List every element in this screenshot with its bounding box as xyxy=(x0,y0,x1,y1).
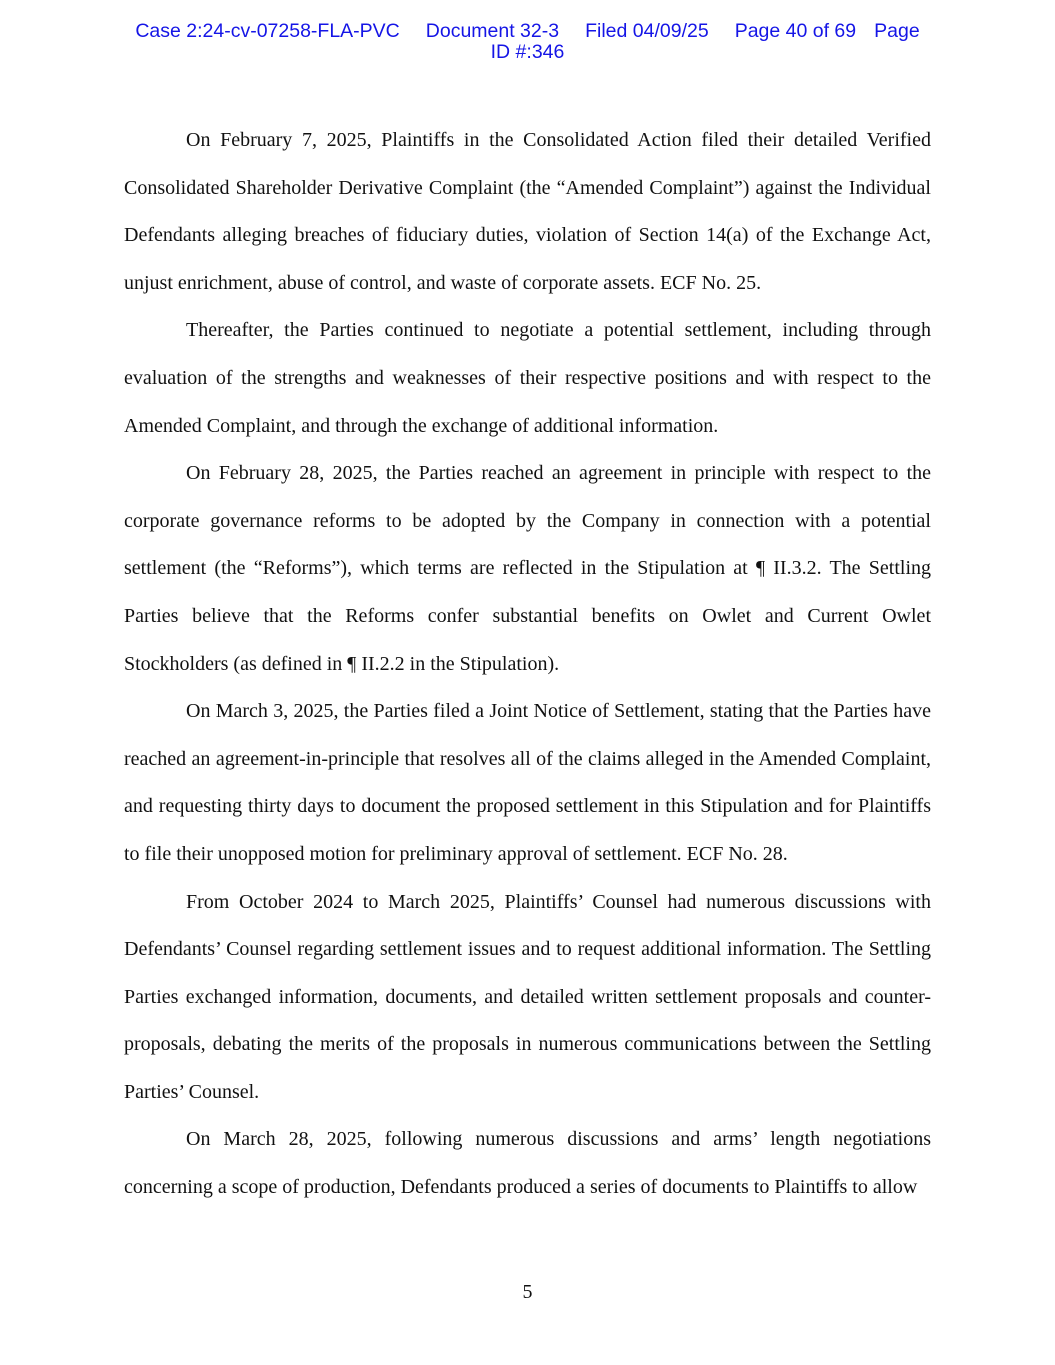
paragraph: On February 28, 2025, the Parties reached an agreement in principle with respect to the corporate governance reforms to be adopted by the Company in connection with a potential settlement (the “Reforms”), which terms are reflected in the Stipulation at ¶ II.3.2. The Settling Parties believe that the Reforms confer substantial benefits on Owlet and Current Owlet Stockholders (as defined in ¶ II.2.2 in the Stipulation). xyxy=(124,462,931,675)
paragraph: On February 7, 2025, Plaintiffs in the Consolidated Action filed their detailed Verified Consolidated Shareholder Derivative Complaint (the “Amended Complaint”) against the Individual Defendants alleging breaches of fiduciary duties, violation of Section 14(a) of the Exchange Act, unjust enrichment, abuse of control, and waste of corporate assets. ECF No. 25. xyxy=(124,129,931,294)
page-id: ID #:346 xyxy=(490,41,565,63)
document-number: Document 32-3 xyxy=(425,20,560,42)
case-number: Case 2:24-cv-07258-FLA-PVC xyxy=(135,20,400,42)
page-number: 5 xyxy=(522,1281,533,1303)
paragraph: On March 28, 2025, following numerous discussions and arms’ length negotiations concerning a scope of production, Defendants produced a series of documents to Plaintiffs to allow xyxy=(124,1128,931,1199)
paragraph: Thereafter, the Parties continued to negotiate a potential settlement, including through evaluation of the strengths and weaknesses of their respective positions and with respect to the Amended Complaint, and through the exchange of additional information. xyxy=(124,319,931,437)
page-label: Page xyxy=(874,20,920,42)
body-text xyxy=(124,117,931,1212)
paragraph: On March 3, 2025, the Parties filed a Joint Notice of Settlement, stating that the Parties have reached an agreement-in-principle that resolves all of the claims alleged in the Amended Complaint, and requesting thirty days to document the proposed settlement in this Stipulation and for Plaintiffs to file their unopposed motion for preliminary approval of settlement. ECF No. 28. xyxy=(124,700,931,865)
ecf-filing-header xyxy=(0,21,1055,63)
filing-header-line-1 xyxy=(0,21,1055,42)
page-of-total: Page 40 of 69 xyxy=(734,20,857,42)
filed-date: Filed 04/09/25 xyxy=(585,20,709,42)
paragraph: From October 2024 to March 2025, Plaintiffs’ Counsel had numerous discussions with Defendants’ Counsel regarding settlement issues and to request additional information. The Settling Parties exchanged information, documents, and detailed written settlement proposals and counter-proposals, debating the merits of the proposals in numerous communications between the Settling Parties’ Counsel. xyxy=(124,890,931,1103)
